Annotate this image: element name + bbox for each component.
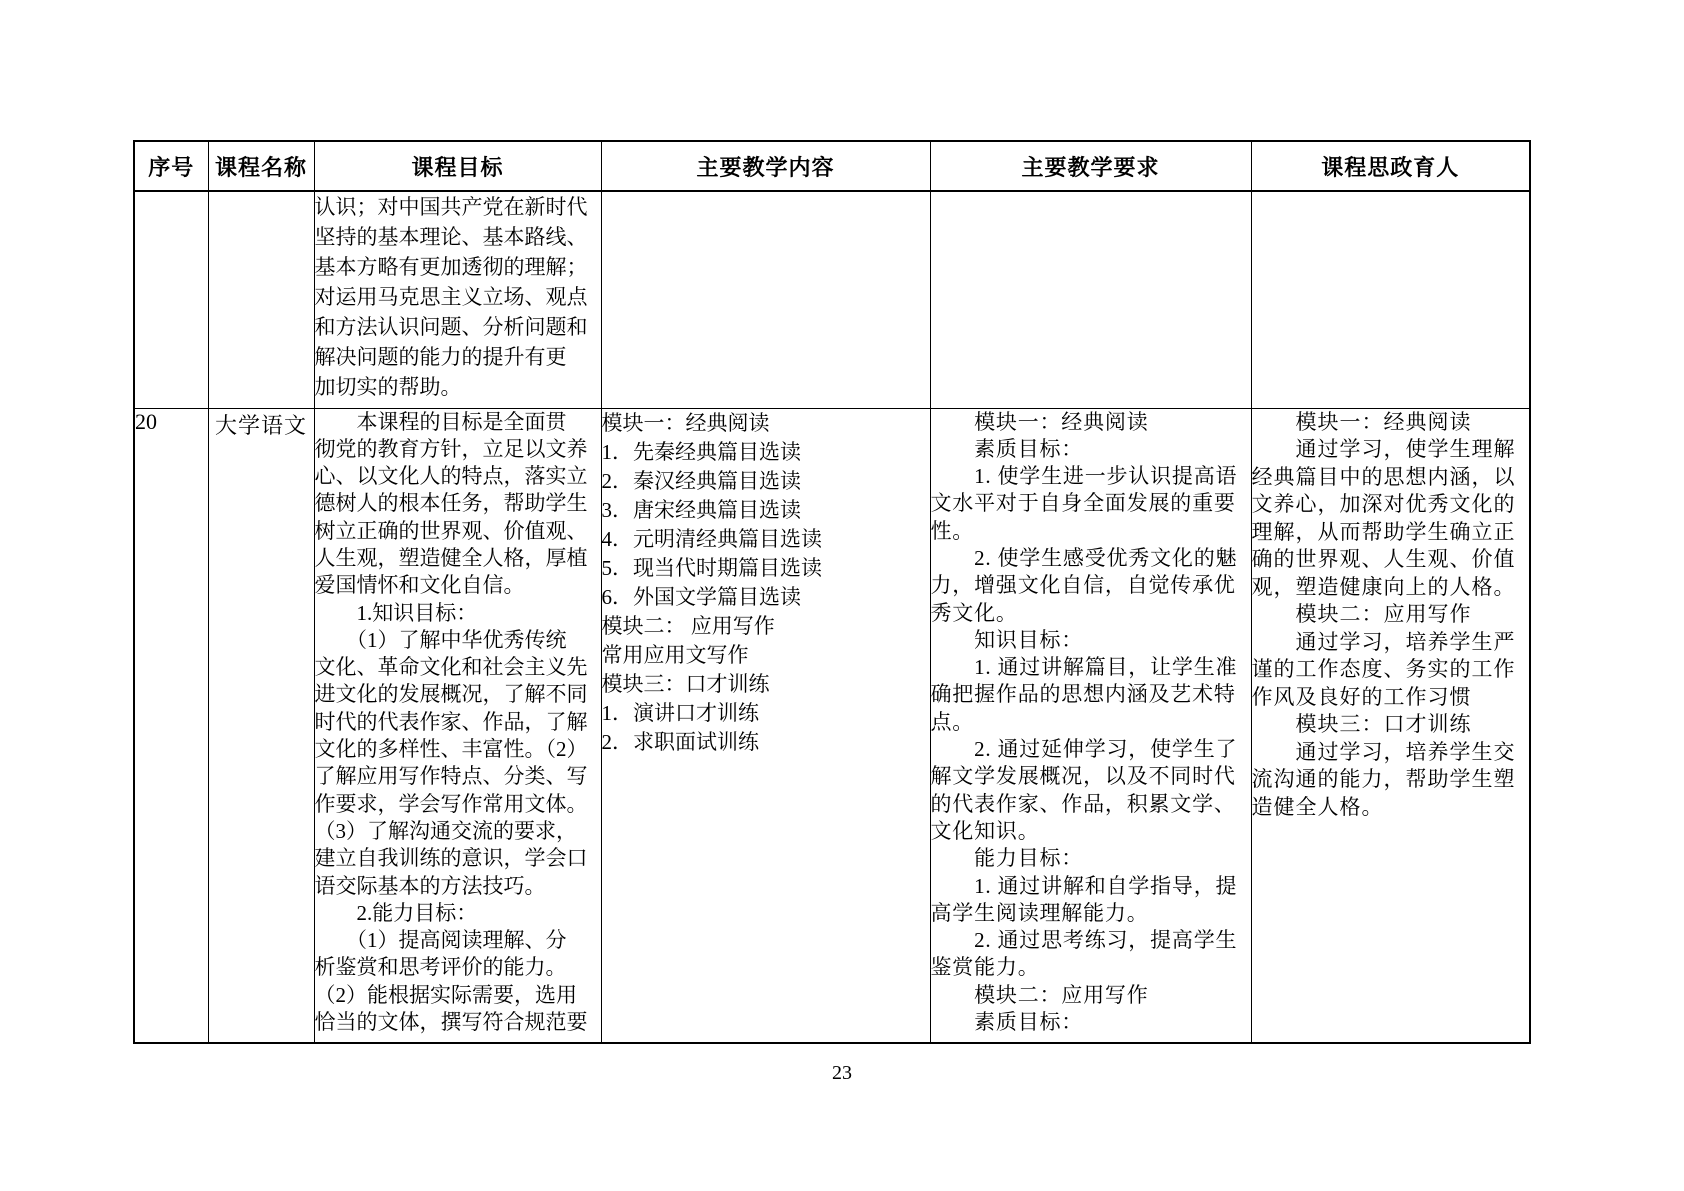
- text-line: 1.知识目标：: [314, 600, 478, 625]
- text-line: 文化的多样性、丰富性。（2）: [314, 737, 588, 762]
- text-line: 5．现当代时期篇目选读: [601, 555, 822, 580]
- text-line: 模块一：经典阅读: [930, 409, 1149, 434]
- text-line: 1．先秦经典篇目选读: [601, 439, 801, 464]
- courses-table: [133, 140, 1531, 1044]
- text-line: 1. 通过讲解篇目，让学生准: [930, 655, 1238, 680]
- text-line: 确把握作品的思想内涵及艺术特: [930, 682, 1236, 707]
- text-line: 语交际基本的方法技巧。: [314, 873, 546, 898]
- text-line: 加切实的帮助。: [314, 375, 462, 399]
- text-line: 知识目标：: [930, 627, 1084, 652]
- text-line: 鉴赏能力。: [930, 955, 1040, 980]
- cell-ideology-education: [1251, 408, 1530, 1043]
- text-line: 坚持的基本理论、基本路线、: [314, 225, 588, 249]
- text-line: 4．元明清经典篇目选读: [601, 526, 822, 551]
- text-line: （3）了解沟通交流的要求，: [314, 818, 577, 843]
- text-line: 作风及良好的工作习惯: [1251, 684, 1472, 709]
- text-line: 2．秦汉经典篇目选读: [601, 468, 801, 493]
- table-row: [134, 408, 1530, 1043]
- cell-seq-no: 20: [134, 408, 208, 1043]
- header-ideology-education: 课程思政育人: [1251, 141, 1530, 191]
- text-line: 的代表作家、作品，积累文学、: [930, 791, 1236, 816]
- cell-course-name: [208, 191, 314, 408]
- cell-course-name: 大学语文: [208, 408, 314, 1043]
- text-line: 彻党的教育方针，立足以文养: [314, 436, 588, 461]
- text-line: 模块三：口才训练: [601, 671, 770, 696]
- text-line: 经典篇目中的思想内涵，以: [1251, 464, 1516, 489]
- text-line: 谨的工作态度、务实的工作: [1251, 657, 1516, 681]
- text-line: 和方法认识问题、分析问题和: [314, 315, 588, 339]
- text-line: 常用应用文写作: [601, 642, 749, 667]
- cell-teaching-requirements: [930, 191, 1251, 408]
- text-line: （2）能根据实际需要，选用: [314, 982, 577, 1007]
- text-line: 2．求职面试训练: [601, 729, 759, 754]
- text-line: 文化、革命文化和社会主义先: [314, 655, 588, 680]
- cell-ideology-education: [1251, 191, 1530, 408]
- text-line: 建立自我训练的意识，学会口: [314, 846, 588, 871]
- text-line: 1. 使学生进一步认识提高语: [930, 464, 1238, 489]
- cell-teaching-content: [601, 191, 930, 408]
- text-line: 2. 通过延伸学习，使学生了: [930, 737, 1238, 762]
- text-line: 认识；对中国共产党在新时代: [314, 195, 588, 219]
- text-line: 文化知识。: [930, 818, 1040, 843]
- text-line: 高学生阅读理解能力。: [930, 900, 1149, 925]
- text-line: 进文化的发展概况，了解不同: [314, 682, 588, 707]
- header-teaching-content: 主要教学内容: [601, 141, 930, 191]
- text-line: 通过学习，培养学生交: [1251, 739, 1516, 764]
- cell-teaching-requirements: [930, 408, 1251, 1043]
- text-line: 心、以文化人的特点，落实立: [314, 464, 588, 489]
- text-line: 素质目标：: [930, 1010, 1084, 1035]
- text-line: 2. 通过思考练习，提高学生: [930, 928, 1238, 953]
- text-line: 理解，从而帮助学生确立正: [1251, 519, 1516, 544]
- text-line: 通过学习，使学生理解: [1251, 437, 1516, 461]
- text-line: 造健全人格。: [1251, 794, 1384, 819]
- text-line: 能力目标：: [930, 846, 1084, 871]
- text-line: 时代的代表作家、作品，了解: [314, 709, 588, 734]
- cell-teaching-content: [601, 408, 930, 1043]
- text-line: 确的世界观、人生观、价值: [1251, 547, 1516, 571]
- text-line: 解决问题的能力的提升有更: [314, 345, 567, 369]
- text-line: 性。: [930, 518, 975, 543]
- text-line: 了解应用写作特点、分类、写: [314, 764, 588, 789]
- cell-course-objectives: [314, 408, 601, 1043]
- cell-seq-no: [134, 191, 208, 408]
- cell-course-objectives: [314, 191, 601, 408]
- text-line: 力，增强文化自信，自觉传承优: [930, 573, 1236, 598]
- table-header-row: [134, 141, 1530, 191]
- text-line: 2. 使学生感受优秀文化的魅: [930, 545, 1238, 570]
- text-line: 本课程的目标是全面贯: [314, 409, 567, 434]
- text-line: 恰当的文体，撰写符合规范要: [314, 1010, 588, 1035]
- text-line: 模块二：应用写作: [1251, 602, 1472, 626]
- page-number: 23: [832, 1062, 852, 1084]
- text-line: 1. 通过讲解和自学指导，提: [930, 873, 1238, 898]
- text-line: 3．唐宋经典篇目选读: [601, 497, 801, 522]
- text-line: 文水平对于自身全面发展的重要: [930, 491, 1236, 516]
- text-line: 秀文化。: [930, 600, 1018, 625]
- text-line: 通过学习，培养学生严: [1251, 629, 1516, 654]
- text-line: 模块二：应用写作: [930, 982, 1149, 1007]
- text-line: （1）提高阅读理解、分: [314, 928, 567, 953]
- text-line: 对运用马克思主义立场、观点: [314, 285, 588, 309]
- text-line: 模块三：口才训练: [1251, 712, 1472, 736]
- text-line: 2.能力目标：: [314, 900, 478, 925]
- text-line: 作要求，学会写作常用文体。: [314, 791, 588, 816]
- text-line: 观，塑造健康向上的人格。: [1251, 574, 1516, 599]
- text-line: 人生观，塑造健全人格，厚植: [314, 545, 588, 570]
- header-seq-no: 序号: [134, 141, 208, 191]
- text-line: 树立正确的世界观、价值观、: [314, 518, 588, 543]
- text-line: 点。: [930, 709, 975, 734]
- text-line: 6．外国文学篇目选读: [601, 584, 801, 609]
- text-line: 文养心，加深对优秀文化的: [1251, 492, 1516, 516]
- text-line: 模块一：经典阅读: [601, 410, 770, 435]
- header-course-objectives: 课程目标: [314, 141, 601, 191]
- text-line: 基本方略有更加透彻的理解；: [314, 255, 588, 279]
- text-line: 析鉴赏和思考评价的能力。: [314, 955, 567, 980]
- text-line: 流沟通的能力，帮助学生塑: [1251, 767, 1516, 791]
- text-line: 模块一：经典阅读: [1251, 409, 1472, 434]
- table-row: [134, 191, 1530, 408]
- text-line: 解文学发展概况，以及不同时代: [930, 764, 1236, 789]
- header-teaching-requirements: 主要教学要求: [930, 141, 1251, 191]
- text-line: 模块二： 应用写作: [601, 613, 775, 638]
- text-line: （1）了解中华优秀传统: [314, 627, 567, 652]
- text-line: 德树人的根本任务，帮助学生: [314, 491, 588, 516]
- text-line: 爱国情怀和文化自信。: [314, 573, 525, 598]
- text-line: 1．演讲口才训练: [601, 700, 759, 725]
- header-course-name: 课程名称: [208, 141, 314, 191]
- text-line: 素质目标：: [930, 436, 1084, 461]
